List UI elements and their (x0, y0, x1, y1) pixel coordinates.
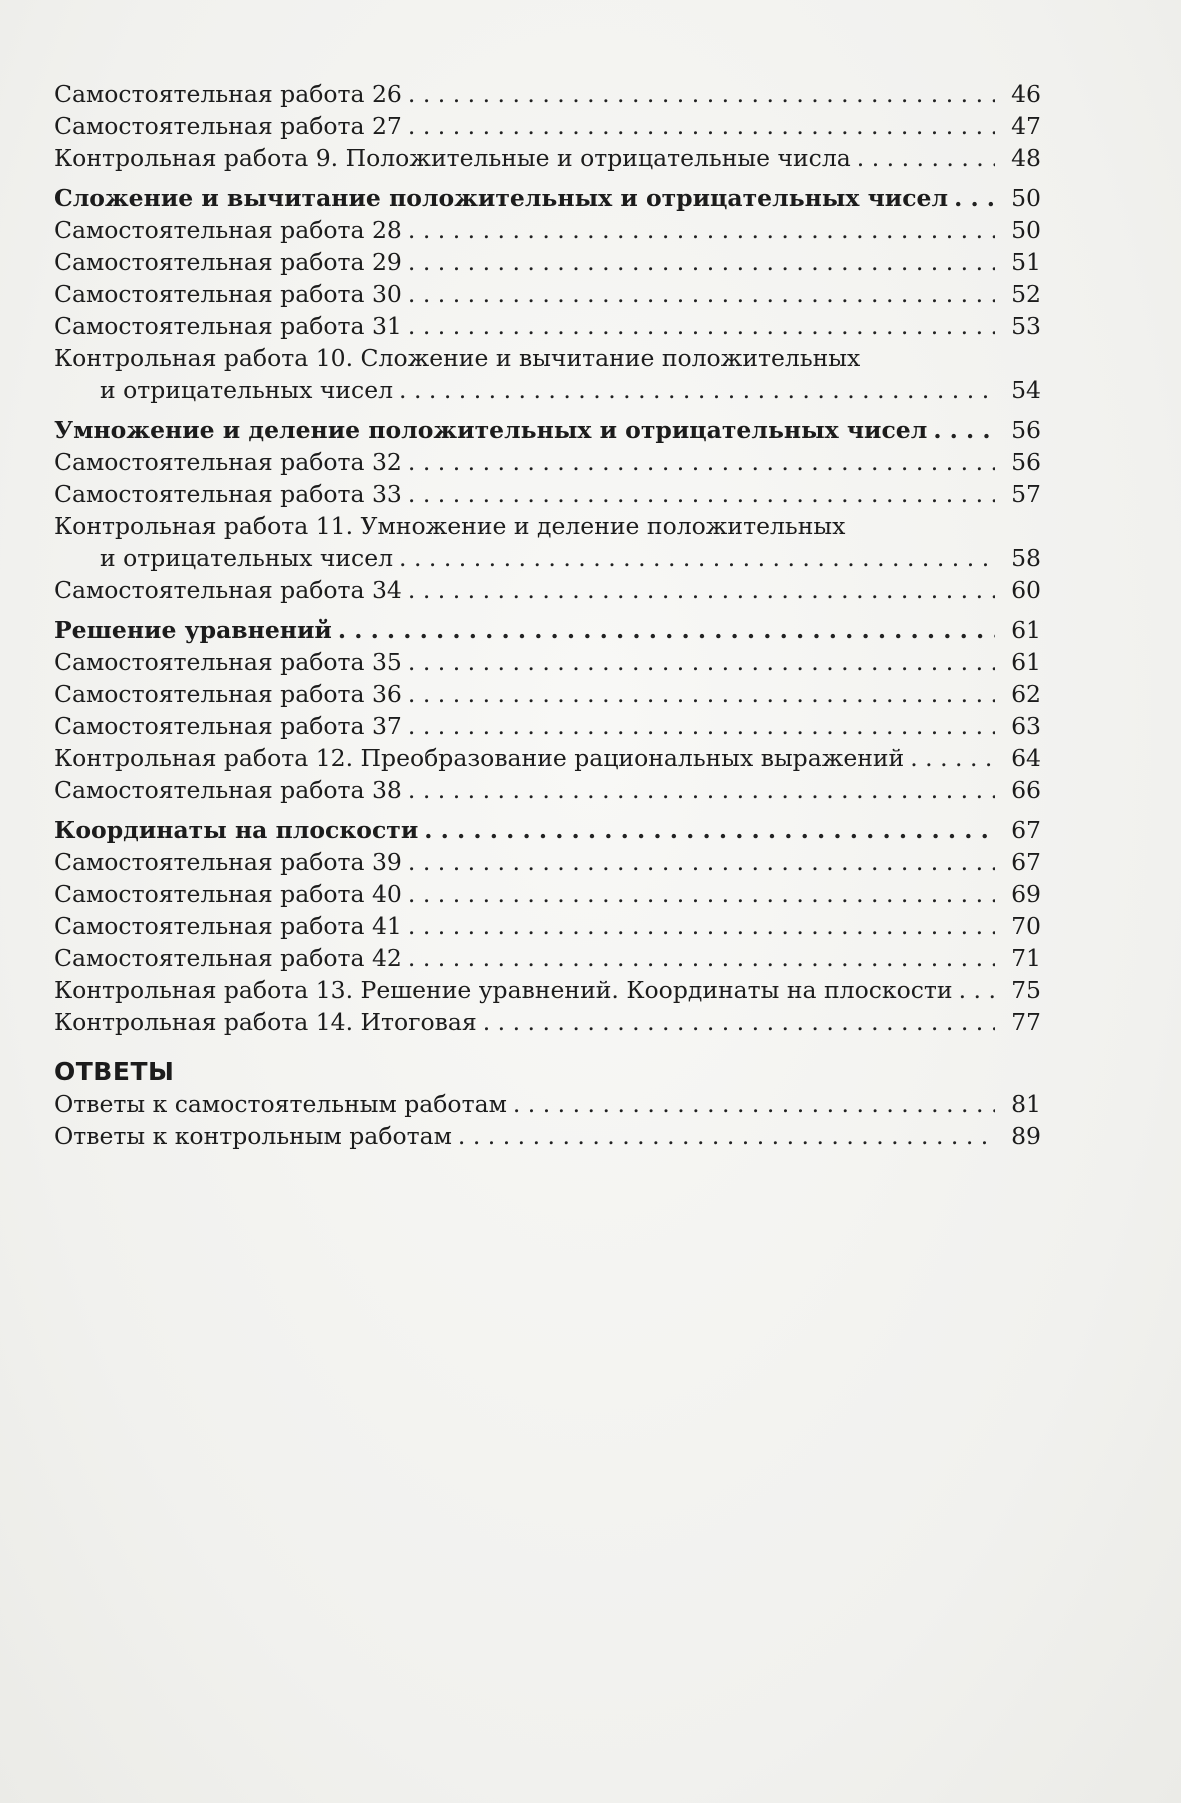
toc-entry-title: Самостоятельная работа 35 (54, 648, 402, 676)
toc-entry-page: 52 (1011, 280, 1041, 308)
toc-entry (54, 374, 1041, 406)
leader-dots (408, 310, 995, 342)
toc-entry-title: и отрицательных чисел (100, 376, 394, 404)
toc-entry-page: 50 (1011, 216, 1041, 244)
leader-dots (408, 846, 995, 878)
toc-entry-title: Самостоятельная работа 29 (54, 248, 402, 276)
toc-entry-title: Самостоятельная работа 31 (54, 312, 402, 340)
toc-entry-page: 67 (1011, 848, 1041, 876)
toc-entry (54, 246, 1041, 278)
leader-dots (399, 542, 995, 574)
toc-entry-page: 58 (1011, 544, 1041, 572)
toc-section-heading (54, 414, 1041, 446)
toc-section-title: Умножение и деление положительных и отрицательных чисел (54, 416, 928, 444)
leader-dots (458, 1120, 995, 1152)
toc-entry-title: Контрольная работа 14. Итоговая (54, 1008, 477, 1036)
toc-entry (54, 774, 1041, 806)
toc-entry-page: 56 (1011, 416, 1041, 444)
toc-entry-title: Контрольная работа 9. Положительные и отрицательные числа (54, 144, 851, 172)
toc-entry-page: 64 (1011, 744, 1041, 772)
leader-dots (408, 878, 995, 910)
leader-dots (483, 1006, 995, 1038)
toc-entry-page: 53 (1011, 312, 1041, 340)
toc-entry (54, 142, 1041, 174)
leader-dots (933, 414, 995, 446)
leader-dots (408, 910, 995, 942)
toc-entry (54, 278, 1041, 310)
toc-entry (54, 1120, 1041, 1152)
toc-entry (54, 478, 1041, 510)
toc-entry-page: 46 (1011, 80, 1041, 108)
leader-dots (408, 78, 995, 110)
toc-entry-title: Самостоятельная работа 37 (54, 712, 402, 740)
leader-dots (954, 182, 995, 214)
toc-entry-page: 60 (1011, 576, 1041, 604)
toc-entry-title: Самостоятельная работа 41 (54, 912, 402, 940)
toc-entry-title: Контрольная работа 12. Преобразование рациональных выражений (54, 744, 905, 772)
toc-entry (54, 574, 1041, 606)
toc-entry-page: 66 (1011, 776, 1041, 804)
toc-entry-page: 70 (1011, 912, 1041, 940)
leader-dots (408, 478, 995, 510)
leader-dots (408, 278, 995, 310)
leader-dots (399, 374, 995, 406)
toc-section-heading (54, 182, 1041, 214)
toc-entry-title: Самостоятельная работа 32 (54, 448, 402, 476)
leader-dots (408, 110, 995, 142)
toc-entry-page: 71 (1011, 944, 1041, 972)
toc-entry-title: Самостоятельная работа 27 (54, 112, 402, 140)
toc-entry-title: Самостоятельная работа 34 (54, 576, 402, 604)
toc-entry-title: Самостоятельная работа 33 (54, 480, 402, 508)
toc-entry (54, 542, 1041, 574)
leader-dots (408, 574, 995, 606)
toc-section-heading (54, 614, 1041, 646)
leader-dots (959, 974, 995, 1006)
toc-entry-page: 62 (1011, 680, 1041, 708)
toc-entry (54, 446, 1041, 478)
toc-entry (54, 678, 1041, 710)
answers-heading: ОТВЕТЫ (54, 1057, 175, 1086)
leader-dots (408, 774, 995, 806)
toc-entry-page: 56 (1011, 448, 1041, 476)
toc-entry-title: Контрольная работа 13. Решение уравнений. Координаты на плоскости (54, 976, 953, 1004)
leader-dots (408, 646, 995, 678)
toc-entry-title: и отрицательных чисел (100, 544, 394, 572)
leader-dots (408, 678, 995, 710)
toc-entry (54, 1088, 1041, 1120)
toc-entry (54, 878, 1041, 910)
toc-entry (54, 310, 1041, 342)
toc-section-title: Сложение и вычитание положительных и отрицательных чисел (54, 184, 949, 212)
leader-dots (408, 942, 995, 974)
toc-entry (54, 942, 1041, 974)
toc-entry-title: Самостоятельная работа 40 (54, 880, 402, 908)
toc-entry-first-line: Контрольная работа 11. Умножение и деление положительных (54, 512, 846, 540)
toc-entry-title: Ответы к контрольным работам (54, 1122, 452, 1150)
toc-entry-page: 54 (1011, 376, 1041, 404)
toc-entry (54, 742, 1041, 774)
toc-entry (54, 110, 1041, 142)
toc-entry (54, 646, 1041, 678)
toc-entry-title: Самостоятельная работа 39 (54, 848, 402, 876)
toc-entry (54, 1006, 1041, 1038)
toc-entry-page: 63 (1011, 712, 1041, 740)
toc-entry-title: Самостоятельная работа 30 (54, 280, 402, 308)
toc-entry-page: 47 (1011, 112, 1041, 140)
toc-entry-title: Ответы к самостоятельным работам (54, 1090, 507, 1118)
toc-entry-page: 61 (1011, 648, 1041, 676)
toc-entry-page: 81 (1011, 1090, 1041, 1118)
toc-entry-page: 50 (1011, 184, 1041, 212)
toc-entry-title: Самостоятельная работа 42 (54, 944, 402, 972)
toc-entry-page: 77 (1011, 1008, 1041, 1036)
toc-section-title: Решение уравнений (54, 616, 332, 644)
leader-dots (857, 142, 995, 174)
toc-entry-title: Самостоятельная работа 26 (54, 80, 402, 108)
toc-entry-page: 89 (1011, 1122, 1041, 1150)
toc-entry (54, 910, 1041, 942)
toc-entry-title: Самостоятельная работа 36 (54, 680, 402, 708)
leader-dots (338, 614, 995, 646)
toc-entry-page: 61 (1011, 616, 1041, 644)
toc-entry (54, 846, 1041, 878)
leader-dots (424, 814, 995, 846)
leader-dots (513, 1088, 995, 1120)
toc-entry-title: Самостоятельная работа 38 (54, 776, 402, 804)
toc-section-title: Координаты на плоскости (54, 816, 419, 844)
toc-entry (54, 78, 1041, 110)
toc-entry-page: 57 (1011, 480, 1041, 508)
toc-entry-page: 75 (1011, 976, 1041, 1004)
leader-dots (910, 742, 995, 774)
leader-dots (408, 246, 995, 278)
toc-entry-page: 67 (1011, 816, 1041, 844)
leader-dots (408, 214, 995, 246)
toc-entry-title: Самостоятельная работа 28 (54, 216, 402, 244)
toc-entry-page: 51 (1011, 248, 1041, 276)
leader-dots (408, 710, 995, 742)
toc-entry (54, 974, 1041, 1006)
toc-entry-first-line: Контрольная работа 10. Сложение и вычитание положительных (54, 344, 861, 372)
toc-entry (54, 710, 1041, 742)
table-of-contents (54, 78, 1041, 1152)
toc-section-heading (54, 814, 1041, 846)
leader-dots (408, 446, 995, 478)
toc-entry (54, 214, 1041, 246)
toc-entry-page: 48 (1011, 144, 1041, 172)
toc-entry-page: 69 (1011, 880, 1041, 908)
